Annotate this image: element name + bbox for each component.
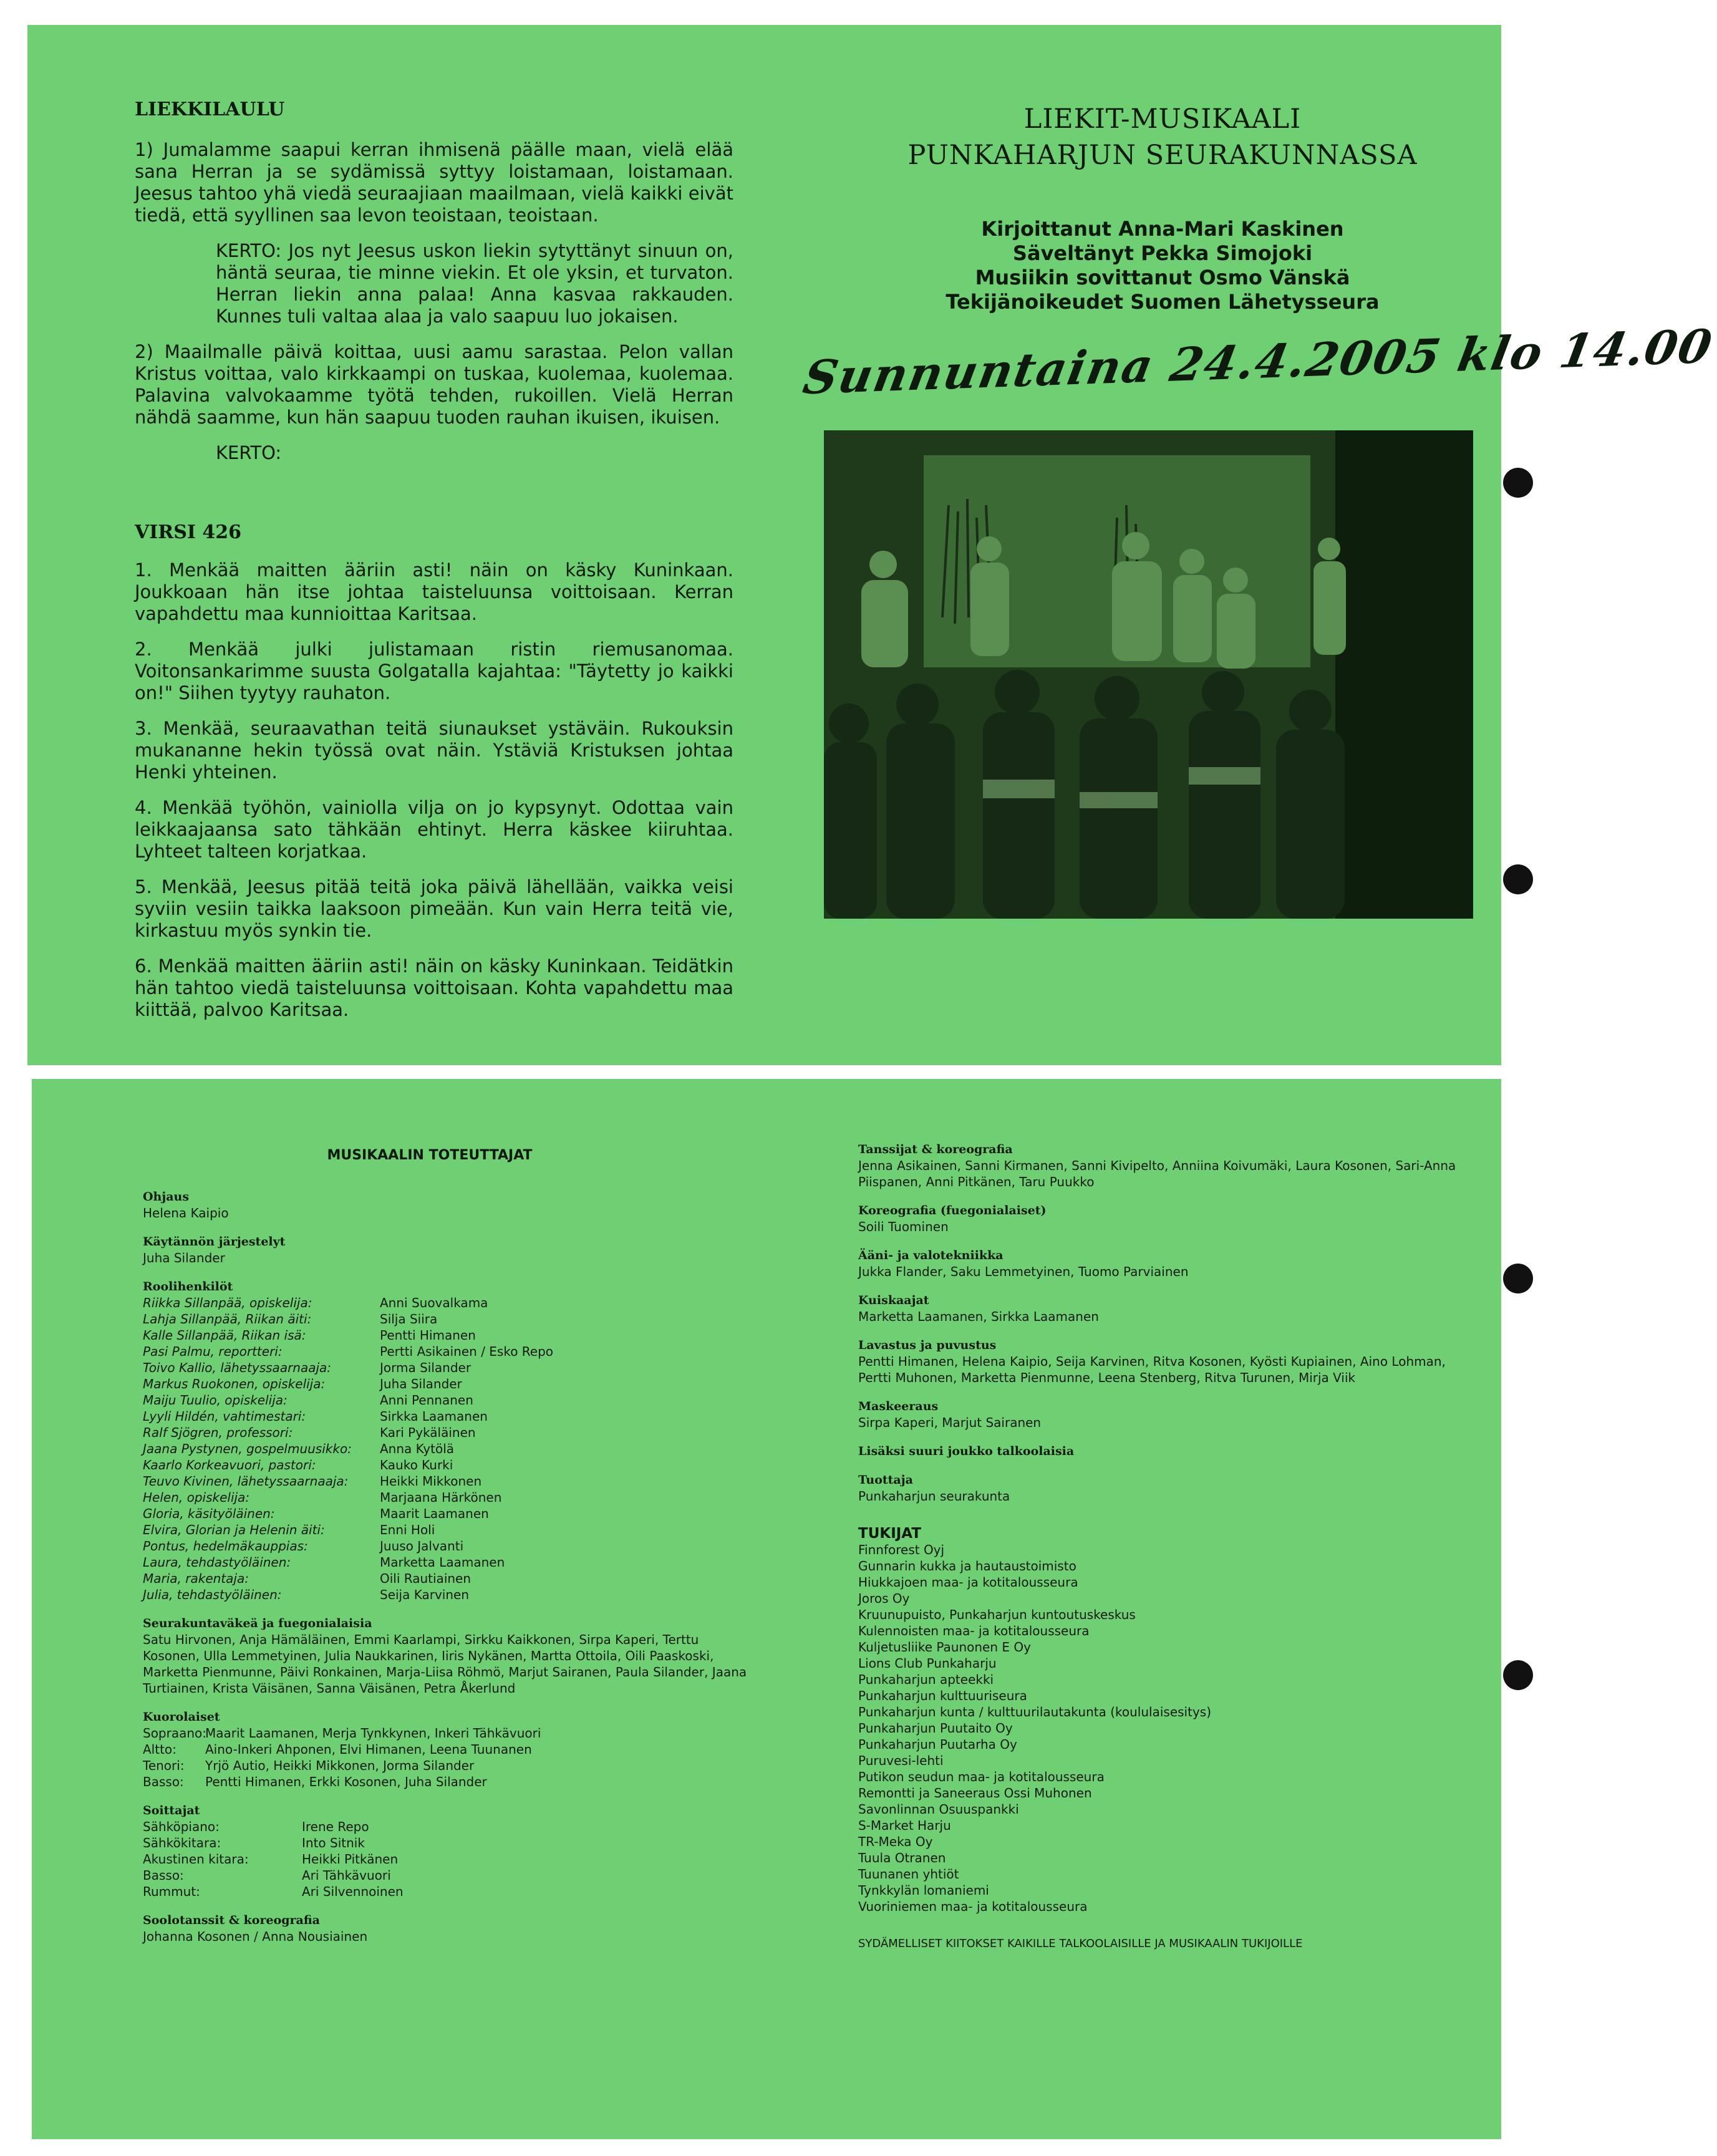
title-line-1: LIEKIT-MUSIKAALI: [1023, 104, 1302, 135]
virsi-title: VIRSI 426: [135, 521, 242, 543]
role: Jaana Pystynen, gospelmuusikko:: [143, 1441, 352, 1456]
role-row: [143, 1376, 767, 1392]
voice: Basso:: [143, 1774, 184, 1789]
role-row: [143, 1506, 767, 1522]
section-title: Maskeeraus: [858, 1399, 939, 1413]
left-column: [135, 99, 733, 1035]
voice: Tenori:: [143, 1758, 185, 1773]
role: Kaarlo Korkeavuori, pastori:: [143, 1457, 316, 1472]
role: Maiju Tuulio, opiskelija:: [143, 1393, 288, 1408]
musician-row: [143, 1851, 767, 1867]
musician: Heikki Pitkänen: [302, 1852, 399, 1867]
sponsors-list: [858, 1542, 1463, 1915]
role-row: [143, 1408, 767, 1424]
role: Markus Ruokonen, opiskelija:: [143, 1376, 326, 1391]
actor: Silja Siira: [380, 1312, 438, 1327]
instrument: Sähköpiano:: [143, 1819, 220, 1834]
instrument: Akustinen kitara:: [143, 1852, 249, 1867]
role: Elvira, Glorian ja Helenin äiti:: [143, 1522, 325, 1537]
section-title: Käytännön järjestelyt: [143, 1235, 286, 1249]
voice: Sopraano:: [143, 1726, 207, 1741]
section-title: Soolotanssit & koreografia: [143, 1913, 320, 1927]
instrument: Sähkökitara:: [143, 1835, 221, 1850]
actor: Anna Kytölä: [380, 1441, 455, 1456]
singers: Aino-Inkeri Ahponen, Elvi Himanen, Leena Tuunanen: [205, 1742, 532, 1757]
section-title: Ohjaus: [143, 1190, 190, 1204]
actor: Sirkka Laamanen: [380, 1409, 488, 1424]
role: Riikka Sillanpää, opiskelija:: [143, 1295, 312, 1310]
role: Julia, tehdastyöläinen:: [143, 1587, 282, 1602]
roles-list: [143, 1295, 767, 1603]
sponsors-title: TUKIJAT: [858, 1525, 922, 1542]
role-row: [143, 1360, 767, 1376]
role-row: [143, 1441, 767, 1457]
role-row: [143, 1522, 767, 1538]
choir-list: [143, 1725, 767, 1790]
choreography: Soili Tuominen: [858, 1219, 949, 1234]
sponsor: Kulennoisten maa- ja kotitalousseura: [858, 1623, 1090, 1638]
choir-row: [143, 1757, 767, 1774]
actor: Kauko Kurki: [380, 1457, 453, 1472]
sponsor: Punkaharjun kunta / kulttuurilautakunta (koululaisesitys): [858, 1704, 1211, 1719]
actor: Pentti Himanen: [380, 1328, 476, 1343]
liekkilaulu-chorus-ref: KERTO:: [216, 442, 282, 463]
role: Helen, opiskelija:: [143, 1490, 250, 1505]
musicians-list: [143, 1819, 767, 1900]
prompters: Marketta Laamanen, Sirkka Laamanen: [858, 1309, 1099, 1324]
title-line-2: PUNKAHARJUN SEURAKUNNASSA: [907, 140, 1418, 171]
instrument: Basso:: [143, 1868, 184, 1883]
set-costume: Pentti Himanen, Helena Kaipio, Seija Karvinen, Ritva Kosonen, Kyösti Kupiainen, Aino Lohman, Pertti Muhonen, Marketta Pienmunne, Leena Stenberg, Ritva Turunen, Mirja Viik: [858, 1354, 1446, 1385]
credit-line: Säveltänyt Pekka Simojoki: [1012, 241, 1313, 265]
sponsor: Kruunupuisto, Punkaharjun kuntoutuskeskus: [858, 1607, 1136, 1622]
punch-hole: [1503, 1660, 1533, 1690]
section-title: Lavastus ja puvustus: [858, 1338, 997, 1352]
role: Toivo Kallio, lähetyssaarnaaja:: [143, 1360, 332, 1375]
sponsor: Puruvesi-lehti: [858, 1753, 944, 1768]
virsi-verse: 5. Menkää, Jeesus pitää teitä joka päivä lähellään, vaikka veisi syviin vesiin taikka laaksoon pimeään. Kun vain Herra teitä vie, kirkastuu myös synkin tie.: [135, 876, 733, 941]
actor: Juuso Jalvanti: [380, 1539, 464, 1554]
sound-light: Jukka Flander, Saku Lemmetyinen, Tuomo Parviainen: [858, 1264, 1189, 1279]
credits-right-column: [858, 1141, 1463, 1952]
role-row: [143, 1424, 767, 1441]
role-row: [143, 1457, 767, 1473]
role: Lahja Sillanpää, Riikan äiti:: [143, 1312, 312, 1327]
handwritten-date: Sunnuntaina 24.4.2005 klo 14.00: [799, 319, 1717, 405]
sponsor: TR-Meka Oy: [858, 1834, 933, 1849]
sponsor: Finnforest Oyj: [858, 1542, 945, 1557]
role: Teuvo Kivinen, lähetyssaarnaaja:: [143, 1474, 349, 1489]
voice: Altto:: [143, 1742, 177, 1757]
section-title: Kuiskaajat: [858, 1293, 929, 1307]
virsi-verse: 4. Menkää työhön, vainiolla vilja on jo kypsynyt. Odottaa vain leikkaajaansa sato tähkään ehtinyt. Herra käskee kiiruhtaa. Lyhteet talteen korjatkaa.: [135, 797, 733, 862]
sponsor: Punkaharjun Puutarha Oy: [858, 1737, 1017, 1752]
section-title: Kuorolaiset: [143, 1710, 220, 1724]
role: Kalle Sillanpää, Riikan isä:: [143, 1328, 306, 1343]
musician: Ari Tähkävuori: [302, 1868, 391, 1883]
role-row: [143, 1295, 767, 1311]
sponsor: Joros Oy: [858, 1591, 910, 1606]
role: Lyyli Hildén, vahtimestari:: [143, 1409, 306, 1424]
section-title: Roolihenkilöt: [143, 1280, 233, 1293]
actor: Maarit Laamanen: [380, 1506, 489, 1521]
musician: Ari Silvennoinen: [302, 1884, 404, 1899]
dancers: Jenna Asikainen, Sanni Kirmanen, Sanni Kivipelto, Anniina Koivumäki, Laura Kosonen, Sari-Anna Piispanen, Anni Pitkänen, Taru Puukko: [858, 1158, 1456, 1189]
credits: [832, 217, 1493, 314]
singers: Yrjö Autio, Heikki Mikkonen, Jorma Silander: [205, 1758, 475, 1773]
credits-left-column: [143, 1148, 767, 1945]
choir-row: [143, 1741, 767, 1757]
musician-row: [143, 1867, 767, 1883]
sponsor: Savonlinnan Osuuspankki: [858, 1802, 1019, 1817]
role: Maria, rakentaja:: [143, 1571, 249, 1586]
role: Pasi Palmu, reportteri:: [143, 1344, 283, 1359]
section-title: Tuottaja: [858, 1473, 913, 1487]
musician-row: [143, 1883, 767, 1900]
sponsor: Remontti ja Saneeraus Ossi Muhonen: [858, 1786, 1092, 1801]
section-title: Koreografia (fuegonialaiset): [858, 1204, 1047, 1217]
credit-line: Kirjoittanut Anna-Mari Kaskinen: [981, 217, 1344, 241]
sponsor: Tuunanen yhtiöt: [858, 1867, 959, 1882]
liekkilaulu-verse-2: 2) Maailmalle päivä koittaa, uusi aamu sarastaa. Pelon vallan Kristus voittaa, valo kirkkaampi on tuskaa, kuolemaa, kuolemaa. Palavina valvokaamme työtä tehden, rukoillen. Vielä Herran nähdä saamme, kun hän saapuu tuoden rauhan ikuisen, ikuisen.: [135, 341, 733, 428]
section-title: Seurakuntaväkeä ja fuegonialaisia: [143, 1617, 372, 1630]
musician: Into Sitnik: [302, 1835, 365, 1850]
choir-row: [143, 1725, 767, 1741]
virsi-verse: 2. Menkää julki julistamaan ristin riemusanomaa. Voitonsankarimme suusta Golgatalla kajahtaa: "Täytetty jo kaikki on!" Siihen tyytyy rauhaton.: [135, 639, 733, 703]
role-row: [143, 1489, 767, 1506]
role-row: [143, 1538, 767, 1554]
section-title: Tanssijat & koreografia: [858, 1143, 1013, 1156]
role: Pontus, hedelmäkauppias:: [143, 1539, 308, 1554]
sponsor: Lions Club Punkaharju: [858, 1656, 997, 1671]
musician-row: [143, 1835, 767, 1851]
punch-hole: [1503, 468, 1533, 498]
virsi-verse: 1. Menkää maitten ääriin asti! näin on käsky Kuninkaan. Joukkoaan hän itse johtaa taisteluunsa voittoisaan. Kerran vapahdettu maa kunnioittaa Karitsaa.: [135, 559, 733, 624]
role-row: [143, 1570, 767, 1587]
actor: Marketta Laamanen: [380, 1555, 505, 1570]
sponsor: Tynkkylän lomaniemi: [858, 1883, 989, 1898]
credits-heading: MUSIKAALIN TOTEUTTAJAT: [327, 1148, 533, 1163]
congregation-list: Satu Hirvonen, Anja Hämäläinen, Emmi Kaarlampi, Sirkku Kaikkonen, Sirpa Kaperi, Terttu Kosonen, Ulla Lemmetyinen, Julia Naukkarinen, Iiris Nykänen, Martta Ottoila, Oili Paaskoski, Marketta Pienmunne, Päivi Ronkainen, Marja-Liisa Röhmö, Marjut Sairanen, Paula Silander, Jaana Turtiainen, Krista Väisänen, Sanna Väisänen, Petra Åkerlund: [143, 1632, 747, 1696]
role-row: [143, 1311, 767, 1327]
sponsor: Punkaharjun kulttuuriseura: [858, 1688, 1027, 1703]
actor: Marjaana Härkönen: [380, 1490, 502, 1505]
actor: Juha Silander: [380, 1376, 462, 1391]
volunteers-note: Lisäksi suuri joukko talkoolaisia: [858, 1444, 1075, 1458]
actor: Anni Pennanen: [380, 1393, 473, 1408]
actor: Enni Holi: [380, 1522, 435, 1537]
role: Gloria, käsityöläinen:: [143, 1506, 275, 1521]
actor: Pertti Asikainen / Esko Repo: [380, 1344, 554, 1359]
liekkilaulu-verse-1: 1) Jumalamme saapui kerran ihmisenä päälle maan, vielä elää sana Herran ja se sydämissä syttyy loistamaan, loistamaan. Jeesus tahtoo yhä viedä seuraajiaan maailmaan, vielä kaikki eivät tiedä, että syyllinen saa levon teoistaan, teoistaan.: [135, 139, 733, 226]
actor: Heikki Mikkonen: [380, 1474, 482, 1489]
singers: Pentti Himanen, Erkki Kosonen, Juha Silander: [205, 1774, 487, 1789]
role-row: [143, 1392, 767, 1408]
sponsor: Vuoriniemen maa- ja kotitalousseura: [858, 1899, 1088, 1914]
liekkilaulu-title: LIEKKILAULU: [135, 99, 285, 120]
role-row: [143, 1343, 767, 1360]
makeup: Sirpa Kaperi, Marjut Sairanen: [858, 1415, 1042, 1430]
musical-title: [832, 101, 1493, 173]
musician-row: [143, 1819, 767, 1835]
sponsor: Punkaharjun Puutaito Oy: [858, 1721, 1013, 1736]
sponsor: Gunnarin kukka ja hautaustoimisto: [858, 1559, 1076, 1573]
performance-photo: [824, 430, 1473, 919]
arrangements: Juha Silander: [143, 1250, 225, 1265]
producer: Punkaharjun seurakunta: [858, 1489, 1010, 1504]
punch-hole: [1503, 1264, 1533, 1293]
actor: Kari Pykäläinen: [380, 1425, 476, 1440]
instrument: Rummut:: [143, 1884, 200, 1899]
sponsor: Putikon seudun maa- ja kotitalousseura: [858, 1769, 1105, 1784]
role-row: [143, 1327, 767, 1343]
credit-line: Tekijänoikeudet Suomen Lähetysseura: [946, 290, 1380, 314]
role-row: [143, 1587, 767, 1603]
virsi-verse: 6. Menkää maitten ääriin asti! näin on käsky Kuninkaan. Teidätkin hän tahtoo viedä taisteluunsa voittoisaan. Kohta vapahdettu maa kiittää, palvoo Karitsaa.: [135, 955, 733, 1020]
actor: Jorma Silander: [380, 1360, 472, 1375]
actor: Anni Suovalkama: [380, 1295, 488, 1310]
punch-hole: [1503, 864, 1533, 894]
credit-line: Musiikin sovittanut Osmo Vänskä: [975, 266, 1350, 289]
musician: Irene Repo: [302, 1819, 369, 1834]
stage-scene: [824, 430, 1473, 919]
sponsor: S-Market Harju: [858, 1818, 951, 1833]
sponsor: Tuula Otranen: [858, 1850, 946, 1865]
choir-row: [143, 1774, 767, 1790]
singers: Maarit Laamanen, Merja Tynkkynen, Inkeri Tähkävuori: [205, 1726, 541, 1741]
role: Laura, tehdastyöläinen:: [143, 1555, 291, 1570]
liekkilaulu-chorus: KERTO: Jos nyt Jeesus uskon liekin sytyttänyt sinuun on, häntä seuraa, tie minne viekin. Et ole yksin, et turvaton. Herran liekin anna palaa! Anna kasvaa rakkauden. Kunnes tuli valtaa alaa ja valo saapuu luo jokaisen.: [216, 240, 733, 327]
section-title: Ääni- ja valotekniikka: [858, 1249, 1004, 1262]
actor: Oili Rautiainen: [380, 1571, 472, 1586]
sponsor: Hiukkajoen maa- ja kotitalousseura: [858, 1575, 1078, 1590]
solo-dancers: Johanna Kosonen / Anna Nousiainen: [143, 1929, 368, 1944]
sponsor: Kuljetusliike Paunonen E Oy: [858, 1640, 1031, 1655]
actor: Seija Karvinen: [380, 1587, 470, 1602]
sponsor: Punkaharjun apteekki: [858, 1672, 994, 1687]
role-row: [143, 1473, 767, 1489]
thanks-footer: SYDÄMELLISET KIITOKSET KAIKILLE TALKOOLAISILLE JA MUSIKAALIN TUKIJOILLE: [858, 1937, 1303, 1950]
role-row: [143, 1554, 767, 1570]
director: Helena Kaipio: [143, 1206, 229, 1221]
top-sheet: [27, 25, 1717, 1065]
section-title: Soittajat: [143, 1804, 200, 1817]
bottom-sheet: [32, 1079, 1501, 2139]
virsi-verse: 3. Menkää, seuraavathan teitä siunaukset ystäväin. Rukouksin mukananne hekin työssä ovat näin. Ystäviä Kristuksen johtaa Henki yhteinen.: [135, 718, 733, 783]
role: Ralf Sjögren, professori:: [143, 1425, 293, 1440]
